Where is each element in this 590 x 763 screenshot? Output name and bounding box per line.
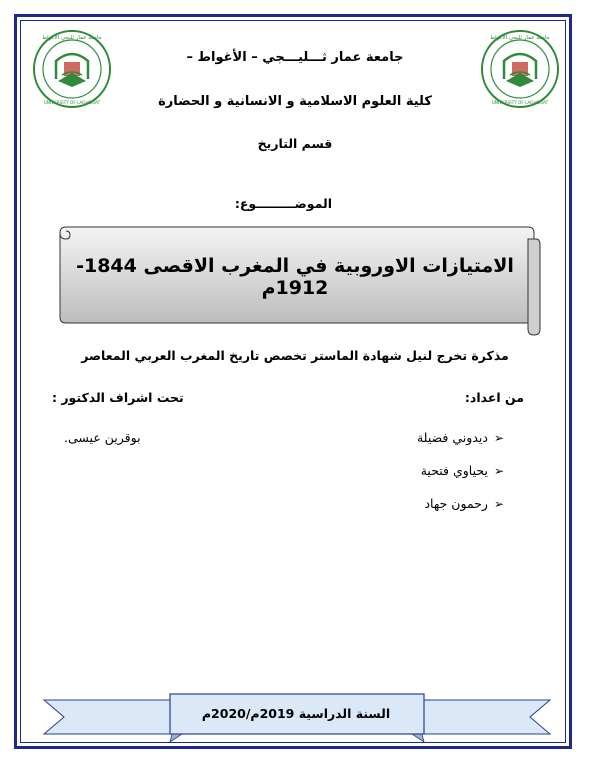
university-name: جامعة عمار ثـــليـــجي – الأغواط –: [186, 50, 404, 65]
student-item: [424, 496, 504, 511]
seal-bottom-text: UNIVERSITY OF LAGHOUAT: [491, 100, 549, 105]
subject-label: الموضـــــــــوع:: [234, 196, 332, 211]
seal-bottom-text: UNIVERSITY OF LAGHOUAT: [43, 100, 101, 105]
checkmark-arrow-icon: ➢: [493, 463, 504, 478]
student-item: [417, 430, 504, 445]
supervisor-label: تحت اشراف الدكتور :: [52, 390, 184, 405]
student-item: [421, 463, 504, 478]
academic-year: السنة الدراسية 2019م/2020م: [201, 706, 391, 721]
memo-description: مذكرة تخرج لنيل شهادة الماستر تخصص تاريخ المغرب العربي المعاصر: [81, 348, 509, 363]
student-name: رحمون جهاد: [424, 496, 488, 511]
seal-arc-text: جامعة عمار ثليجي الأغواط: [42, 35, 102, 41]
seal-arc-text: جامعة عمار ثليجي الأغواط: [490, 35, 550, 41]
thesis-title: الامتيازات الاوروبية في المغرب الاقصى 1844-1912م: [76, 255, 514, 299]
supervisor-name: بوقرين عيسى.: [64, 430, 141, 445]
department-name: قسم التاريخ: [257, 136, 333, 151]
student-name: يحياوي فتحية: [420, 463, 488, 478]
checkmark-arrow-icon: ➢: [493, 496, 504, 511]
student-name: ديدوني فضيلة: [416, 430, 488, 445]
page-border-inner: [20, 20, 566, 743]
faculty-name: كلية العلوم الاسلامية و الانسانية و الحضارة: [158, 94, 432, 109]
prepared-by-label: من اعداد:: [464, 390, 524, 405]
checkmark-arrow-icon: ➢: [493, 430, 504, 445]
